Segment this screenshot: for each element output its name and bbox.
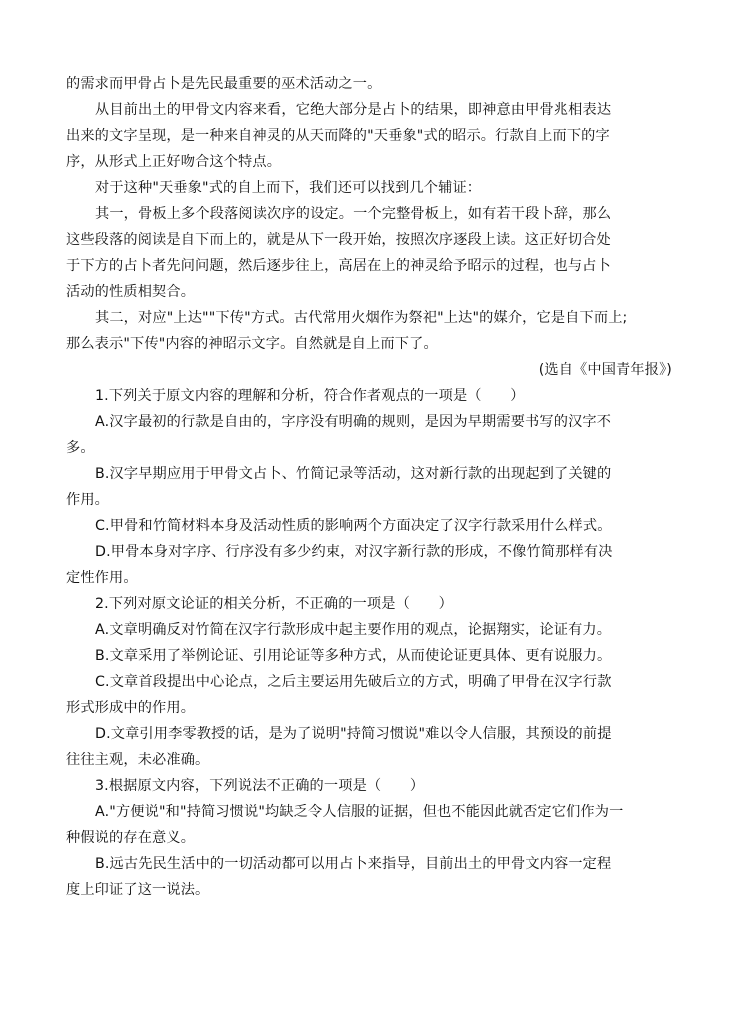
question-1: 1.下列关于原文内容的理解和分析，符合作者观点的一项是（ ） (95, 388, 525, 404)
text-line: 那么表示"下传"内容的神昭示文字。自然就是自上而下了。 (66, 336, 438, 352)
question-2-option-d: D.文章引用李零教授的话，是为了说明"持简习惯说"难以令人信服，其预设的前提 (95, 726, 612, 742)
question-2-option-c: C.文章首段提出中心论点，之后主要运用先破后立的方式，明确了甲骨在汉字行款 (95, 674, 612, 690)
text-line: 这些段落的阅读是自下而上的，就是从下一段开始，按照次序逐段上读。这正好切合处 (66, 232, 611, 248)
text-line: 于下方的占卜者先问问题，然后逐步往上，高居在上的神灵给予昭示的过程，也与占卜 (66, 258, 611, 274)
question-3-option-a: A."方便说"和"持简习惯说"均缺乏令人信服的证据，但也不能因此就否定它们作为一 (95, 804, 624, 820)
question-3-option-b: B.远古先民生活中的一切活动都可以用占卜来指导，目前出土的甲骨文内容一定程 (95, 856, 612, 872)
text-line: 作用。 (66, 492, 110, 508)
text-line: 从目前出土的甲骨文内容来看，它绝大部分是占卜的结果，即神意由甲骨兆相表达 (95, 102, 612, 118)
question-1-option-d: D.甲骨本身对字序、行序没有多少约束，对汉字新行款的形成，不像竹简那样有决 (95, 544, 613, 560)
question-2: 2.下列对原文论证的相关分析，不正确的一项是（ ） (95, 596, 453, 612)
text-line: 往往主观，未必准确。 (66, 752, 210, 768)
source-citation: (选自《中国青年报》) (538, 362, 672, 378)
text-line: 种假说的存在意义。 (66, 830, 196, 846)
text-line: 形式形成中的作用。 (66, 700, 196, 716)
text-line: 对于这种"天垂象"式的自上而下，我们还可以找到几个辅证： (95, 180, 482, 196)
text-line: 序，从形式上正好吻合这个特点。 (66, 154, 282, 170)
question-3: 3.根据原文内容，下列说法不正确的一项是（ ） (95, 778, 425, 794)
document-body (66, 71, 672, 903)
question-1-option-b: B.汉字早期应用于甲骨文占卜、竹简记录等活动，这对新行款的出现起到了关键的 (95, 466, 612, 482)
question-1-option-a: A.汉字最初的行款是自由的，字序没有明确的规则，是因为早期需要书写的汉字不 (95, 414, 612, 430)
question-2-option-b: B.文章采用了举例论证、引用论证等多种方式，从而使论证更具体、更有说服力。 (95, 648, 612, 664)
text-line: 多。 (66, 440, 95, 456)
question-1-option-c: C.甲骨和竹简材料本身及活动性质的影响两个方面决定了汉字行款采用什么样式。 (95, 518, 612, 534)
text-line: 其二，对应"上达""下传"方式。古代常用火烟作为祭祀"上达"的媒介，它是自下而上; (95, 310, 628, 326)
text-line: 出来的文字呈现，是一种来自神灵的从天而降的"天垂象"式的昭示。行款自上而下的字 (66, 128, 610, 144)
text-line: 的需求而甲骨占卜是先民最重要的巫术活动之一。 (66, 76, 382, 92)
text-line: 定性作用。 (66, 570, 138, 586)
text-line: 活动的性质相契合。 (66, 284, 196, 300)
text-line: 度上印证了这一说法。 (66, 882, 210, 898)
text-line: 其一，骨板上多个段落阅读次序的设定。一个完整骨板上，如有若干段卜辞，那么 (95, 206, 612, 222)
question-2-option-a: A.文章明确反对竹简在汉字行款形成中起主要作用的观点，论据翔实，论证有力。 (95, 622, 612, 638)
